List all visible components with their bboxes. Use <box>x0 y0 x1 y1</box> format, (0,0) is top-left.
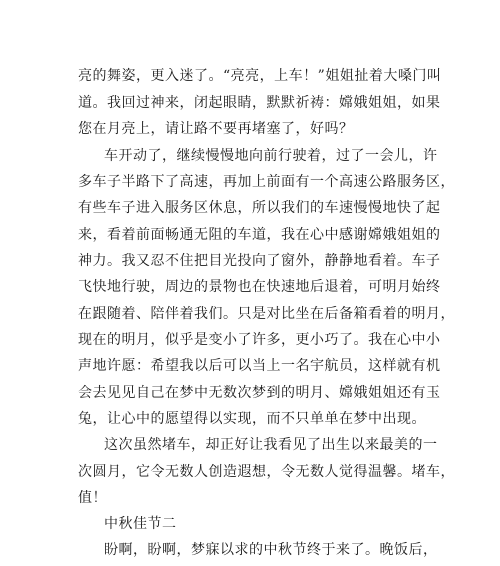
text-line: 道。我回过神来，闭起眼睛，默默祈祷：嫦娥姐姐，如果 <box>78 95 441 111</box>
section-heading: 中秋佳节二 <box>104 516 177 532</box>
text-line: 来，看着前面畅通无阻的车道，我在心中感谢嫦娥姐姐的 <box>78 227 441 243</box>
text-line: 您在月亮上，请让路不要再堵塞了，好吗？ <box>78 121 354 137</box>
text-line: 神力。我又忍不住把目光投向了窗外，静静地看着。车子 <box>78 253 441 269</box>
text-line: 值！ <box>78 490 107 506</box>
text-line: 亮的舞姿，更入迷了。“亮亮，上车！”姐姐扯着大嗓门叫 <box>78 68 442 84</box>
text-line: 飞快地行驶，周边的景物也在快速地后退着，可明月始终 <box>78 279 441 295</box>
paragraph-first-line: 车开动了，继续慢慢地向前行驶着，过了一会儿，许 <box>104 148 438 164</box>
text-line: 声地许愿：希望我以后可以当上一名宇航员，这样就有机 <box>78 358 441 374</box>
text-line: 在跟随着、陪伴着我们。只是对比坐在后备箱看着的明月， <box>78 306 455 322</box>
text-line: 会去见见自己在梦中无数次梦到的明月、嫦娥姐姐还有玉 <box>78 385 441 401</box>
paragraph-first-line: 盼啊，盼啊，梦寐以求的中秋节终于来了。晚饭后， <box>104 542 438 558</box>
text-line: 现在的明月，似乎是变小了许多，更小巧了。我在心中小 <box>78 332 441 348</box>
text-line: 有些车子进入服务区休息，所以我们的车速慢慢地快了起 <box>78 200 441 216</box>
text-line: 次圆月，它令无数人创造遐想，令无数人觉得温馨。堵车， <box>78 464 455 480</box>
paragraph-first-line: 这次虽然堵车，却正好让我看见了出生以来最美的一 <box>104 437 438 453</box>
text-line: 兔，让心中的愿望得以实现，而不只单单在梦中出现。 <box>78 411 426 427</box>
text-line: 多车子半路下了高速，再加上前面有一个高速公路服务区， <box>78 174 455 190</box>
